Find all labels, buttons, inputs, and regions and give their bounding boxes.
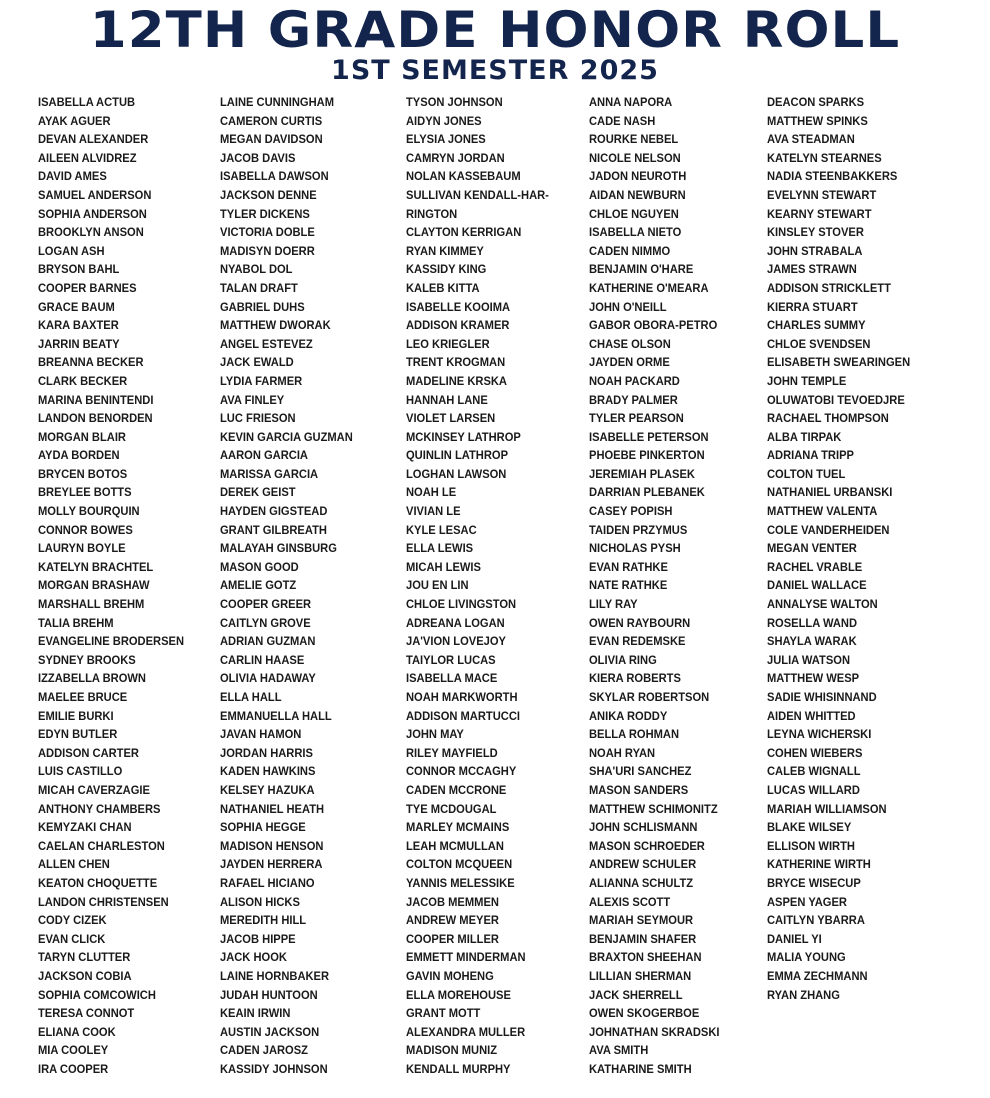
student-name: LOGAN ASH (38, 243, 105, 258)
name-column-5 (767, 93, 926, 1004)
student-name: ISABELLA DAWSON (220, 169, 329, 184)
student-name: ADDISON STRICKLETT (767, 280, 891, 295)
student-name: HANNAH LANE (406, 392, 488, 407)
student-name: ISABELLE PETERSON (589, 429, 709, 444)
student-name: EDYN BUTLER (38, 727, 118, 742)
student-name: MATTHEW WESP (767, 671, 860, 686)
student-name: AIDYN JONES (406, 113, 482, 128)
student-name: ELYSIA JONES (406, 132, 486, 147)
student-name: MEREDITH HILL (220, 913, 307, 928)
student-name: BLAKE WILSEY (767, 820, 852, 835)
student-name: KELSEY HAZUKA (220, 782, 315, 797)
student-name: BRYCE WISECUP (767, 875, 861, 890)
student-name: VICTORIA DOBLE (220, 225, 315, 240)
student-name: JOHNATHAN SKRADSKI (589, 1024, 720, 1039)
student-name: CAITLYN YBARRA (767, 913, 865, 928)
student-name: DANIEL WALLACE (767, 578, 867, 593)
student-name: CADEN MCCRONE (406, 782, 507, 797)
student-name: SYDNEY BROOKS (38, 652, 136, 667)
student-name: CHLOE SVENDSEN (767, 336, 871, 351)
student-name: AVA SMITH (589, 1043, 649, 1058)
student-name: IRA COOPER (38, 1061, 109, 1076)
student-name: HAYDEN GIGSTEAD (220, 504, 328, 519)
name-column-4 (589, 93, 734, 1078)
student-name: DEREK GEIST (220, 485, 296, 500)
student-name: KASSIDY KING (406, 262, 487, 277)
student-name: SHAYLA WARAK (767, 634, 857, 649)
student-name: CHARLES SUMMY (767, 318, 866, 333)
student-name: NATHANIEL URBANSKI (767, 485, 893, 500)
student-name: BREANNA BECKER (38, 355, 144, 370)
student-name: EVELYNN STEWART (767, 187, 877, 202)
student-name: NOLAN KASSEBAUM (406, 169, 521, 184)
student-name: ALIANNA SCHULTZ (589, 875, 694, 890)
student-name: RYAN KIMMEY (406, 243, 484, 258)
student-name: YANNIS MELESSIKE (406, 875, 515, 890)
student-name: NYABOL DOL (220, 262, 293, 277)
student-name: BROOKLYN ANSON (38, 225, 144, 240)
student-name: LEYNA WICHERSKI (767, 727, 872, 742)
student-name: JACK HOOK (220, 950, 287, 965)
student-name: CONNOR BOWES (38, 522, 133, 537)
student-name: JORDAN HARRIS (220, 745, 313, 760)
student-name: LILY RAY (589, 597, 638, 612)
student-name: CODY CIZEK (38, 913, 107, 928)
student-name: AVA STEADMAN (767, 132, 855, 147)
page-subtitle: 1ST SEMESTER 2025 (331, 55, 659, 86)
student-name: CLARK BECKER (38, 373, 128, 388)
student-name: IZZABELLA BROWN (38, 671, 146, 686)
student-name: KATHERINE WIRTH (767, 857, 871, 872)
student-name: DEACON SPARKS (767, 95, 865, 109)
student-name: JOHN SCHLISMANN (589, 820, 698, 835)
student-name: ANDREW SCHULER (589, 857, 697, 872)
student-name: COOPER MILLER (406, 931, 499, 946)
student-name: GRANT MOTT (406, 1006, 481, 1021)
student-name: CADEN NIMMO (589, 243, 671, 258)
student-name: MEGAN DAVIDSON (220, 132, 323, 147)
student-name: ANNALYSE WALTON (767, 597, 878, 612)
student-name: KEVIN GARCIA GUZMAN (220, 429, 353, 444)
student-name: LEAH MCMULLAN (406, 838, 504, 853)
student-name: SOPHIA COMCOWICH (38, 987, 156, 1002)
student-name: NATE RATHKE (589, 578, 668, 593)
student-name: EVANGELINE BRODERSEN (38, 634, 185, 649)
student-name: MADISON HENSON (220, 838, 324, 853)
student-name: MIA COOLEY (38, 1043, 109, 1058)
student-name: ALEXIS SCOTT (589, 894, 671, 909)
student-name: MICAH CAVERZAGIE (38, 782, 150, 797)
student-name: TYLER DICKENS (220, 206, 310, 221)
student-name: KYLE LESAC (406, 522, 477, 537)
student-name: RINGTON (406, 206, 458, 221)
student-name: LAURYN BOYLE (38, 541, 126, 556)
student-name: JAYDEN HERRERA (220, 857, 323, 872)
student-name: JACK EWALD (220, 355, 294, 370)
student-name: PHOEBE PINKERTON (589, 448, 705, 463)
student-name: EMMETT MINDERMAN (406, 950, 526, 965)
student-name: ROURKE NEBEL (589, 132, 679, 147)
student-name: KATELYN STEARNES (767, 150, 882, 165)
student-name: JA'VION LOVEJOY (406, 634, 506, 649)
student-name: EVAN REDEMSKE (589, 634, 686, 649)
student-name: BRYSON BAHL (38, 262, 120, 277)
student-name: COLTON MCQUEEN (406, 857, 513, 872)
student-name: JACKSON DENNE (220, 187, 317, 202)
student-name: JADON NEUROTH (589, 169, 687, 184)
student-name: LEO KRIEGLER (406, 336, 490, 351)
student-name: MADELINE KRSKA (406, 373, 507, 388)
student-name: BELLA ROHMAN (589, 727, 680, 742)
student-name: CHLOE NGUYEN (589, 206, 679, 221)
student-name: VIOLET LARSEN (406, 411, 496, 426)
student-name: ISABELLA NIETO (589, 225, 682, 240)
student-name: VIVIAN LE (406, 504, 461, 519)
student-name: AILEEN ALVIDREZ (38, 150, 137, 165)
student-name: CAELAN CHARLESTON (38, 838, 165, 853)
student-name: CLAYTON KERRIGAN (406, 225, 522, 240)
student-name: MARIAH WILLIAMSON (767, 801, 887, 816)
student-name: ANGEL ESTEVEZ (220, 336, 313, 351)
student-name: NOAH RYAN (589, 745, 656, 760)
student-name: RAFAEL HICIANO (220, 875, 315, 890)
student-name: RACHAEL THOMPSON (767, 411, 889, 426)
student-name: QUINLIN LATHROP (406, 448, 509, 463)
student-name: LANDON CHRISTENSEN (38, 894, 169, 909)
student-name: TERESA CONNOT (38, 1006, 135, 1021)
student-name: KINSLEY STOVER (767, 225, 864, 240)
student-name: JEREMIAH PLASEK (589, 466, 695, 481)
student-name: EVAN CLICK (38, 931, 106, 946)
student-name: MALIA YOUNG (767, 950, 846, 965)
student-name: KIERRA STUART (767, 299, 858, 314)
student-name: SKYLAR ROBERTSON (589, 690, 710, 704)
student-name: LUIS CASTILLO (38, 764, 123, 779)
student-name: JAMES STRAWN (767, 262, 857, 277)
student-name: MATTHEW SCHIMONITZ (589, 801, 718, 816)
student-name: ANIKA RODDY (589, 708, 668, 723)
student-name: AUSTIN JACKSON (220, 1024, 320, 1039)
student-name: ISABELLE KOOIMA (406, 299, 511, 314)
student-name: JOHN TEMPLE (767, 373, 847, 388)
student-name: ALISON HICKS (220, 894, 300, 909)
student-name: MARISSA GARCIA (220, 466, 319, 481)
student-name: RACHEL VRABLE (767, 559, 863, 574)
student-name: KEMYZAKI CHAN (38, 820, 132, 835)
student-name: MALAYAH GINSBURG (220, 541, 337, 556)
student-name: MORGAN BRASHAW (38, 578, 150, 593)
student-name: OLUWATOBI TEVOEDJRE (767, 392, 905, 407)
student-name: ISABELLA MACE (406, 671, 498, 686)
student-name: JACOB HIPPE (220, 931, 296, 946)
student-name: DANIEL YI (767, 931, 822, 946)
student-name: MASON GOOD (220, 559, 299, 574)
student-name: TAIDEN PRZYMUS (589, 522, 688, 537)
student-name: ELLA LEWIS (406, 541, 474, 556)
student-name: COHEN WIEBERS (767, 745, 863, 760)
student-name: ADDISON CARTER (38, 745, 139, 760)
student-name: ALEXANDRA MULLER (406, 1024, 526, 1039)
student-name: LAINE HORNBAKER (220, 968, 330, 983)
student-name: NICOLE NELSON (589, 150, 681, 165)
student-name: RILEY MAYFIELD (406, 745, 498, 760)
student-name: JOHN O'NEILL (589, 299, 667, 314)
student-name: JARRIN BEATY (38, 336, 120, 351)
student-name: ADREANA LOGAN (406, 615, 505, 630)
student-name: MATTHEW VALENTA (767, 504, 878, 519)
student-name: ANTHONY CHAMBERS (38, 801, 161, 816)
student-name: ELISABETH SWEARINGEN (767, 355, 911, 370)
student-name: COLE VANDERHEIDEN (767, 522, 890, 537)
student-name: LOGHAN LAWSON (406, 466, 507, 481)
student-name: JAVAN HAMON (220, 727, 302, 742)
student-name: ALLEN CHEN (38, 857, 110, 872)
student-name: ELLA MOREHOUSE (406, 987, 511, 1002)
student-name: NOAH LE (406, 485, 457, 500)
student-name: MARLEY MCMAINS (406, 820, 510, 835)
student-name: JACOB DAVIS (220, 150, 296, 165)
student-name: NATHANIEL HEATH (220, 801, 325, 816)
student-name: CADEN JAROSZ (220, 1043, 308, 1058)
student-name: SAMUEL ANDERSON (38, 187, 152, 202)
student-name: JACKSON COBIA (38, 968, 132, 983)
student-name: ANDREW MEYER (406, 913, 499, 928)
student-name: ELLISON WIRTH (767, 838, 855, 853)
student-name: AIDEN WHITTED (767, 708, 856, 723)
name-column-3 (406, 93, 565, 1078)
student-name: ADRIANA TRIPP (767, 448, 854, 463)
student-name: TARYN CLUTTER (38, 950, 131, 965)
student-name: MEGAN VENTER (767, 541, 857, 556)
student-name: AIDAN NEWBURN (589, 187, 686, 202)
student-name: LAINE CUNNINGHAM (220, 95, 334, 109)
student-name: MATTHEW DWORAK (220, 318, 331, 333)
student-name: SULLIVAN KENDALL-HAR- (406, 187, 549, 202)
student-name: SOPHIA HEGGE (220, 820, 306, 835)
student-name: JULIA WATSON (767, 652, 851, 667)
student-name: BRAXTON SHEEHAN (589, 950, 702, 965)
student-name: ASPEN YAGER (767, 894, 847, 909)
student-name: MADISYN DOERR (220, 243, 315, 258)
student-name: LILLIAN SHERMAN (589, 968, 692, 983)
student-name: BREYLEE BOTTS (38, 485, 132, 500)
student-name: LUCAS WILLARD (767, 782, 860, 797)
student-name: KASSIDY JOHNSON (220, 1061, 328, 1076)
student-name: TYLER PEARSON (589, 411, 684, 426)
student-name: ADDISON KRAMER (406, 318, 510, 333)
student-name: MASON SCHROEDER (589, 838, 705, 853)
student-name: LANDON BENORDEN (38, 411, 153, 426)
student-name: CAMERON CURTIS (220, 113, 323, 128)
student-name: TYE MCDOUGAL (406, 801, 497, 816)
student-name: ADRIAN GUZMAN (220, 634, 316, 649)
student-name: MAELEE BRUCE (38, 690, 128, 704)
student-name: COOPER BARNES (38, 280, 137, 295)
student-name: TAIYLOR LUCAS (406, 652, 496, 667)
student-name: SOPHIA ANDERSON (38, 206, 147, 221)
student-name: AYDA BORDEN (38, 448, 120, 463)
student-name: EMILIE BURKI (38, 708, 114, 723)
student-name: CONNOR MCCAGHY (406, 764, 517, 779)
name-column-2 (220, 93, 368, 1078)
student-name: AMELIE GOTZ (220, 578, 297, 593)
student-name: KEAIN IRWIN (220, 1006, 291, 1021)
student-name: EVAN RATHKE (589, 559, 668, 574)
student-name: MOLLY BOURQUIN (38, 504, 140, 519)
student-name: KALEB KITTA (406, 280, 480, 295)
student-name: NOAH PACKARD (589, 373, 680, 388)
student-name: BRYCEN BOTOS (38, 466, 128, 481)
student-name: DEVAN ALEXANDER (38, 132, 149, 147)
student-name: OLIVIA HADAWAY (220, 671, 316, 686)
student-name: EMMA ZECHMANN (767, 968, 868, 983)
student-name: MADISON MUNIZ (406, 1043, 498, 1058)
student-name: MORGAN BLAIR (38, 429, 126, 444)
student-name: GRANT GILBREATH (220, 522, 327, 537)
student-name: NADIA STEENBAKKERS (767, 169, 898, 184)
student-name: AARON GARCIA (220, 448, 308, 463)
student-name: TRENT KROGMAN (406, 355, 506, 370)
student-name: MCKINSEY LATHROP (406, 429, 521, 444)
student-name: JOHN MAY (406, 727, 464, 742)
student-name: BENJAMIN SHAFER (589, 931, 697, 946)
student-name: GAVIN MOHENG (406, 968, 494, 983)
student-name: CADE NASH (589, 113, 656, 128)
student-name: MARIAH SEYMOUR (589, 913, 694, 928)
student-name: NOAH MARKWORTH (406, 690, 518, 704)
student-name: CHLOE LIVINGSTON (406, 597, 517, 612)
student-name: ADDISON MARTUCCI (406, 708, 520, 723)
student-name: KENDALL MURPHY (406, 1061, 511, 1076)
student-name: TALAN DRAFT (220, 280, 298, 295)
student-name: SADIE WHISINNAND (767, 690, 877, 704)
student-name: AYAK AGUER (38, 113, 111, 128)
page-title: 12TH GRADE HONOR ROLL (89, 1, 901, 59)
student-name: SHA'URI SANCHEZ (589, 764, 692, 779)
student-name: NICHOLAS PYSH (589, 541, 681, 556)
student-name: KIERA ROBERTS (589, 671, 681, 686)
student-name: EMMANUELLA HALL (220, 708, 332, 723)
student-name: JOHN STRABALA (767, 243, 863, 258)
student-name: OLIVIA RING (589, 652, 657, 667)
student-name: MATTHEW SPINKS (767, 113, 868, 128)
student-name: GRACE BAUM (38, 299, 115, 314)
student-name: ELIANA COOK (38, 1024, 116, 1039)
student-name: ROSELLA WAND (767, 615, 858, 630)
student-name: KATHARINE SMITH (589, 1061, 692, 1076)
student-name: BENJAMIN O'HARE (589, 262, 694, 277)
student-name: GABRIEL DUHS (220, 299, 305, 314)
student-name: ANNA NAPORA (589, 95, 673, 109)
student-name: TYSON JOHNSON (406, 95, 503, 109)
student-name: LYDIA FARMER (220, 373, 303, 388)
student-name: COOPER GREER (220, 597, 312, 612)
student-name: AVA FINLEY (220, 392, 285, 407)
student-name: MASON SANDERS (589, 782, 689, 797)
student-name: KATHERINE O'MEARA (589, 280, 709, 295)
student-name: KARA BAXTER (38, 318, 119, 333)
student-name: ELLA HALL (220, 690, 282, 704)
student-name: JACOB MEMMEN (406, 894, 499, 909)
student-name: CAITLYN GROVE (220, 615, 311, 630)
student-name: LUC FRIESON (220, 411, 296, 426)
student-name: COLTON TUEL (767, 466, 846, 481)
student-name: CASEY POPISH (589, 504, 673, 519)
student-name: BRADY PALMER (589, 392, 678, 407)
student-name: MARINA BENINTENDI (38, 392, 154, 407)
student-name: CHASE OLSON (589, 336, 671, 351)
student-name: ISABELLA ACTUB (38, 95, 136, 109)
student-name: DAVID AMES (38, 169, 107, 184)
student-name: OWEN SKOGERBOE (589, 1006, 700, 1021)
name-column-1 (38, 93, 200, 1078)
honor-roll-columns (0, 93, 990, 1093)
student-name: OWEN RAYBOURN (589, 615, 691, 630)
student-name: KEARNY STEWART (767, 206, 872, 221)
student-name: JOU EN LIN (406, 578, 469, 593)
student-name: CALEB WIGNALL (767, 764, 861, 779)
student-name: KEATON CHOQUETTE (38, 875, 158, 890)
student-name: ALBA TIRPAK (767, 429, 842, 444)
student-name: CARLIN HAASE (220, 652, 305, 667)
student-name: GABOR OBORA-PETRO (589, 318, 718, 333)
student-name: CAMRYN JORDAN (406, 150, 505, 165)
student-name: MARSHALL BREHM (38, 597, 145, 612)
student-name: JUDAH HUNTOON (220, 987, 318, 1002)
student-name: RYAN ZHANG (767, 987, 840, 1002)
student-name: KATELYN BRACHTEL (38, 559, 154, 574)
student-name: TALIA BREHM (38, 615, 114, 630)
student-name: JAYDEN ORME (589, 355, 670, 370)
student-name: DARRIAN PLEBANEK (589, 485, 705, 500)
student-name: MICAH LEWIS (406, 559, 481, 574)
student-name: KADEN HAWKINS (220, 764, 316, 779)
student-name: JACK SHERRELL (589, 987, 683, 1002)
